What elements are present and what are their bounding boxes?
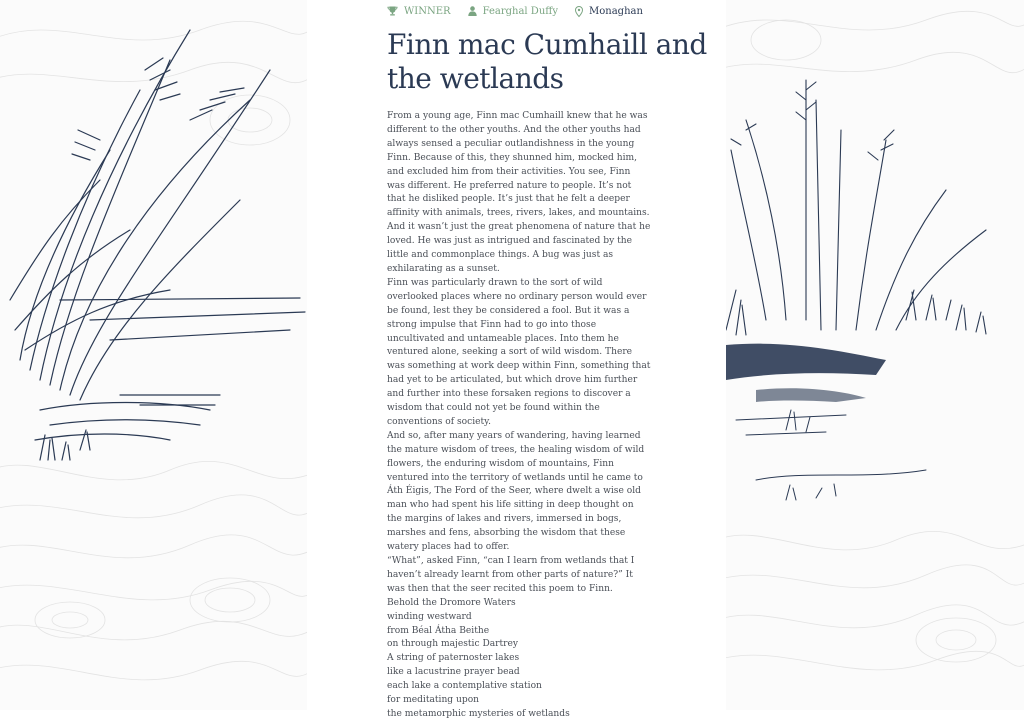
poem-line: the metamorphic mysteries of wetlands (387, 708, 570, 719)
poem-line: for meditating upon (387, 695, 480, 706)
author-name: Fearghal Duffy (482, 5, 559, 17)
paragraph: And so, after many years of wandering, having learned the mature wisdom of trees, the healing wisdom of wild flowers, the enduring wisdom of mountains, Finn ventured into the territory of wetlands until he came to Áth Éigis, The Ford of the Seer, where dwelt a wise old man who had spent his life sitting in deep thought on the margins of lakes and rivers, immersed in bogs, marshes and fens, absorbing the wisdom that these watery places had to offer. (387, 430, 645, 553)
person-icon (468, 6, 477, 16)
poem-line: from Béal Átha Beithe (387, 625, 490, 636)
article-body (387, 110, 651, 722)
article-meta (387, 4, 660, 18)
poem-line: like a lacustrine prayer bead (387, 667, 520, 678)
paragraph: Finn was particularly drawn to the sort of wild overlooked places where no ordinary person would ever be found, lest they be considered a fool. But it was a strong impulse that Finn had to go into those uncultivated and untameable places. Into them he ventured alone, seeking a sort of wild wisdom. There was something at work deep within Finn, something that had yet to be articulated, but which drove him further and further into these forsaken regions to discover a wisdom that could not yet be found within the conventions of society. (387, 277, 651, 427)
poem-line: each lake a contemplative station (387, 681, 542, 692)
trophy-icon (387, 6, 398, 16)
award-badge (387, 6, 451, 17)
right-reed-illustration (726, 0, 1024, 710)
poem-line: on through majestic Dartrey (387, 639, 519, 650)
author-link[interactable] (468, 6, 558, 17)
article-title: Finn mac Cumhaill and the wetlands (387, 28, 707, 95)
poem-line: winding westward (387, 611, 472, 622)
paragraph: “What”, asked Finn, “can I learn from wetlands that I haven’t already learnt from other parts of nature?” It was then that the seer recited this poem to Finn. (387, 556, 635, 594)
map-pin-icon (575, 6, 583, 17)
location-name: Monaghan (589, 5, 643, 17)
poem-line: Behold the Dromore Waters (387, 597, 516, 608)
article-column (307, 0, 726, 719)
poem (387, 597, 651, 722)
left-reed-illustration (0, 0, 307, 710)
paragraph: From a young age, Finn mac Cumhaill knew that he was different to the other youths. And the other youths had always sensed a peculiar outlandishness in the young Finn. Because of this, they shunned him, mocked him, and excluded him from their activities. You see, Finn was different. He preferred nature to people. It’s not that he disliked people. It’s just that he felt a deeper affinity with animals, trees, rivers, lakes, and mountains. And it wasn’t just the great phenomena of nature that he loved. He was just as intrigued and fascinated by the little and commonplace things. A bug was just as exhilarating as a sunset. (387, 111, 651, 274)
poem-line: A string of paternoster lakes (387, 653, 520, 664)
location-link[interactable] (575, 6, 643, 17)
award-label: WINNER (404, 5, 451, 17)
